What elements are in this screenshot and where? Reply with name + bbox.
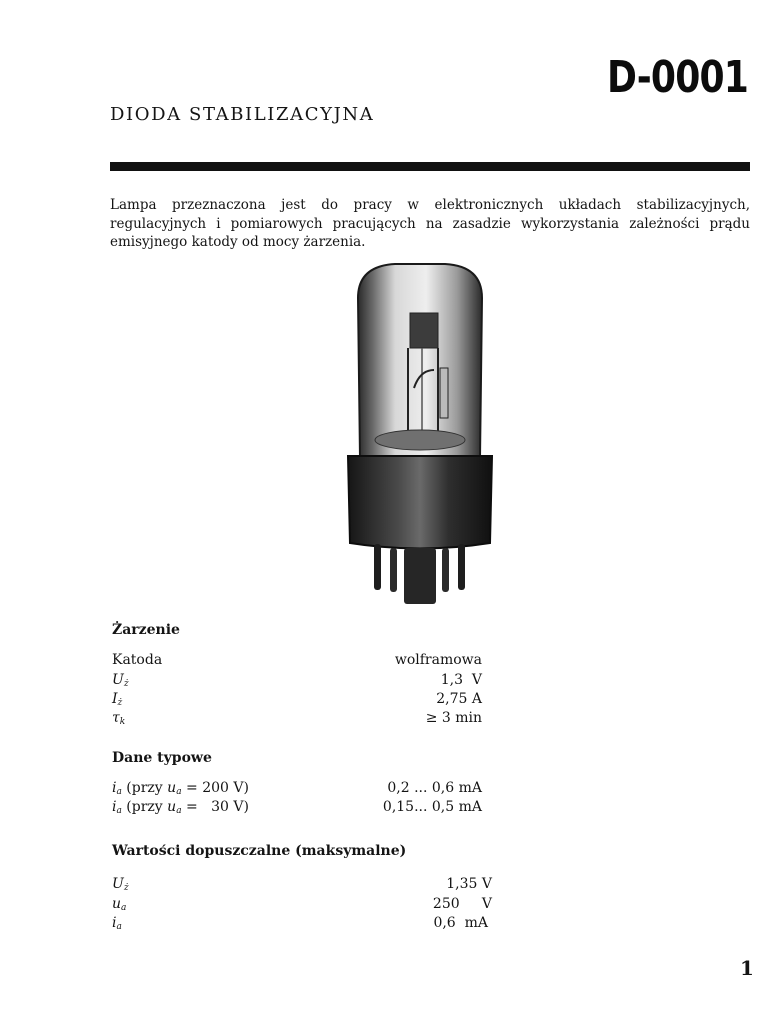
spec-subscript: ż: [117, 698, 123, 708]
spec-symbol: τ: [112, 710, 120, 726]
spec-subscript: a: [176, 806, 182, 816]
spec-row: [112, 710, 482, 730]
spec-value: 0,15... 0,5 mA: [382, 799, 482, 815]
section-heading-dane-typowe: Dane typowe: [112, 750, 212, 766]
spec-subscript: ż: [123, 679, 129, 689]
spec-row: [112, 876, 492, 896]
spec-row: [112, 780, 482, 800]
spec-condition: (przy: [121, 799, 168, 815]
spec-subscript: k: [119, 717, 126, 727]
spec-symbol: i: [112, 780, 117, 796]
spec-value: 0,2 ... 0,6 mA: [387, 780, 482, 796]
spec-subscript: a: [121, 903, 127, 913]
spec-symbol: U: [112, 876, 124, 892]
spec-value: 250 V: [432, 896, 492, 912]
spec-subscript: a: [116, 922, 122, 932]
section-heading-wartosci: Wartości dopuszczalne (maksymalne): [112, 843, 407, 859]
spec-subscript: a: [116, 806, 122, 816]
spec-subscript: a: [116, 787, 122, 797]
spec-value: 2,75 A: [436, 691, 482, 707]
section-heading-zarzenie: Żarzenie: [112, 622, 180, 638]
spec-condition: (przy: [121, 780, 168, 796]
spec-row: [112, 652, 482, 672]
intro-paragraph: Lampa przeznaczona jest do pracy w elektronicznych układach stabilizacyjnych, regulacyjnych i pomiarowych pracujących na zasadzie wykorzystania zależności prądu emisyjnego katody od mocy żarzenia.: [110, 197, 750, 250]
spec-row: [112, 915, 488, 935]
spec-symbol: U: [112, 672, 124, 688]
spec-row: [112, 799, 482, 819]
spec-value: wolframowa: [394, 652, 482, 668]
header-rule: [110, 162, 750, 171]
spec-value: ≥ 3 min: [425, 710, 482, 726]
vacuum-tube-photo: [340, 258, 500, 608]
spec-condition: = 200 V): [181, 780, 249, 796]
spec-row: [112, 691, 482, 711]
page-number: 1: [740, 956, 754, 980]
spec-row: [112, 896, 492, 916]
spec-condition: = 30 V): [181, 799, 249, 815]
spec-subscript: a: [176, 787, 182, 797]
spec-symbol: u: [167, 799, 177, 815]
document-title: DIODA STABILIZACYJNA: [110, 104, 375, 125]
document-code: D-0001: [606, 52, 748, 103]
spec-symbol: i: [112, 915, 117, 931]
spec-value: 1,3 V: [440, 672, 482, 688]
spec-label: Katoda: [112, 652, 163, 668]
spec-symbol: I: [112, 691, 118, 707]
spec-subscript: ż: [123, 883, 129, 893]
spec-value: 0,6 mA: [433, 915, 488, 931]
spec-symbol: i: [112, 799, 117, 815]
spec-row: [112, 672, 482, 692]
spec-symbol: u: [112, 896, 122, 912]
spec-value: 1,35 V: [446, 876, 492, 892]
spec-symbol: u: [167, 780, 177, 796]
